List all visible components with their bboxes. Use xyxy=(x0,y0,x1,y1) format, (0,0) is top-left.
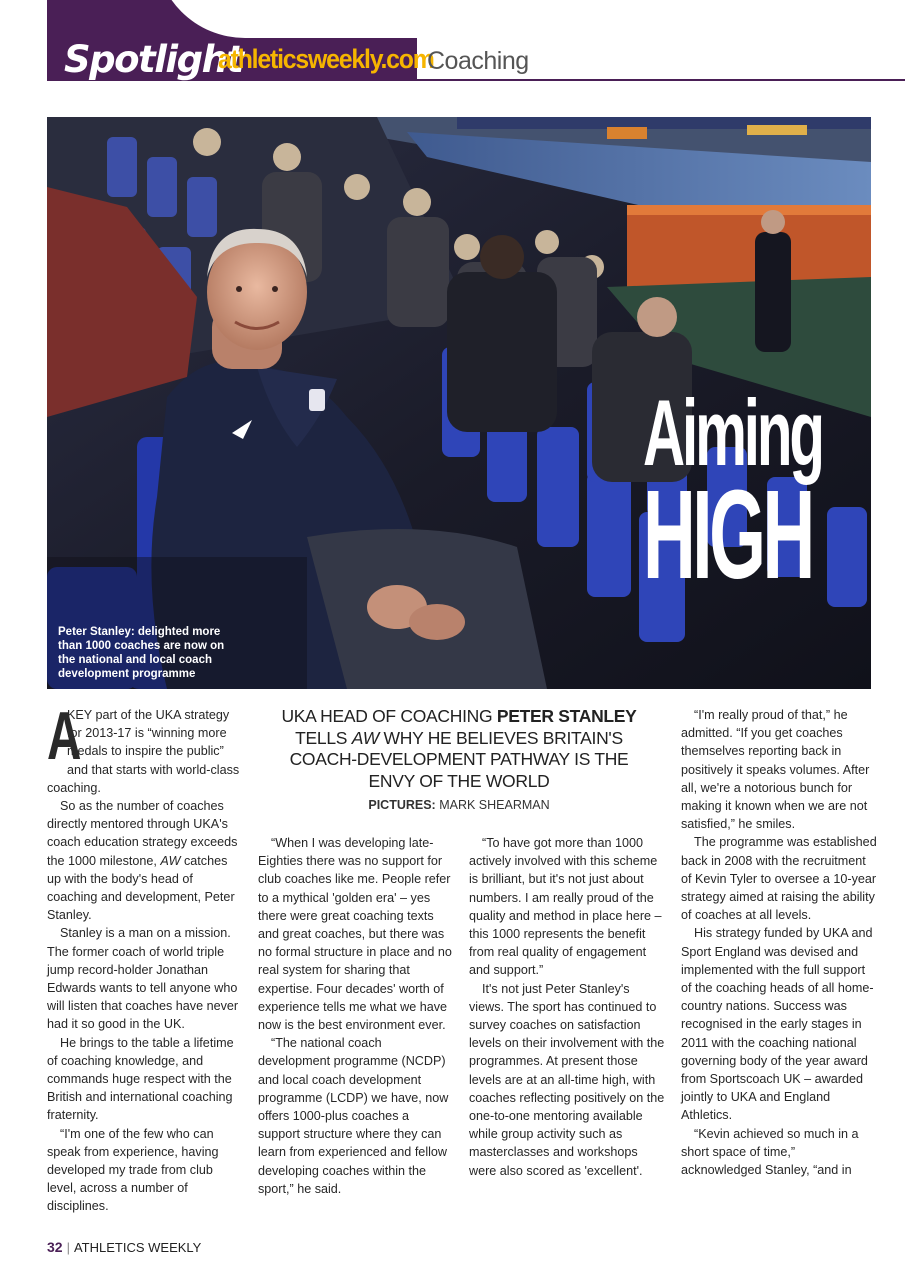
paragraph xyxy=(47,797,243,924)
standfirst-tells: TELLS xyxy=(295,727,352,748)
paragraph-text: KEY part of the UKA strategy for 2013-17 is “winning more medals to inspire the public” and that starts with world-class coaching. xyxy=(47,708,240,795)
picture-credit xyxy=(276,798,642,812)
paragraph: The programme was established back in 2008 with the recruitment of Kevin Tyler to oversee a 10-year strategy aimed at raising the ability of coaches at all levels. xyxy=(681,835,877,923)
paragraph: “When I was developing late-Eighties there was no support for club coaches like me. People refer to a mythical 'golden era' – yes there were great coaching texts and great coaches, but there was no formal structure in place and no real system for sharing that expertise. Four decades' worth of experience tells me what we have now is the best environment ever. xyxy=(258,836,452,1033)
standfirst xyxy=(276,706,642,792)
standfirst-name: PETER STANLEY xyxy=(496,706,637,726)
article-column-4 xyxy=(681,706,877,1179)
spotlight-label: Spotlight xyxy=(64,38,243,81)
paragraph: “The national coach development programme (NCDP) and local coach development programme (LCDP) we have, now offers 1000-plus coaches a support structure where they can learn from experienced and fellow developing coaches within the sport,” he said. xyxy=(258,1036,449,1196)
paragraph: Stanley is a man on a mission. The former coach of world triple jump record-holder Jonathan Edwards wants to tell anyone who will listen that coaches have never had it so good in the UK. xyxy=(47,926,239,1032)
article-headline xyxy=(643,380,868,605)
page-number: 32 xyxy=(47,1239,63,1255)
hero-photo xyxy=(47,117,871,689)
credit-label: PICTURES: xyxy=(368,798,436,812)
headline-line-2: HIGH xyxy=(643,464,812,605)
standfirst-prefix: UKA HEAD OF COACHING xyxy=(281,706,497,726)
paragraph: “To have got more than 1000 actively involved with this scheme is brilliant, but it's not just about numbers. I am really proud of the quality and method in place here – this 1000 represents the benefit from real quality of engagement and support.” xyxy=(469,836,662,978)
section-label: Coaching xyxy=(427,47,529,75)
publication-name: ATHLETICS WEEKLY xyxy=(73,1240,202,1255)
standfirst-rest: WHY HE BELIEVES BRITAIN'S COACH-DEVELOPMENT PATHWAY IS THE ENVY OF THE WORLD xyxy=(289,727,629,791)
paragraph: “I'm really proud of that,” he admitted. “If you get coaches themselves reporting back in positively it speaks volumes. After all, we're a notorious bunch for making it known when we are not satisfied,” he smiles. xyxy=(681,708,870,832)
paragraph-text: catches up with the body's head of coaching and development, Peter Stanley. xyxy=(47,853,235,923)
article-column-2 xyxy=(258,834,454,1198)
headline-line-1: Aiming xyxy=(643,380,822,485)
paragraph: “Kevin achieved so much in a short space of time,” acknowledged Stanley, “and in xyxy=(681,1126,859,1178)
paragraph: His strategy funded by UKA and Sport England was devised and implemented with the full support of the coaching heads of all home-country nations. Success was recognised in the early stages in 2011 with the coaching national governing body of the year award from Sportscoach UK – awarded jointly to UKA and England Athletics. xyxy=(681,926,874,1123)
paragraph-text: So as the number of coaches directly mentored through UKA's coach education strategy exceeds the 1000 milestone, xyxy=(47,799,238,868)
article-column-1 xyxy=(47,698,243,1216)
site-link[interactable]: athleticsweekly.com xyxy=(218,44,434,74)
photo-caption: Peter Stanley: delighted more than 1000 coaches are now on the national and local coach development programme xyxy=(58,626,225,680)
paragraph: It's not just Peter Stanley's views. The sport has continued to survey coaches on satisfaction levels on their involvement with the programmes. At present those levels are at an all-time high, with coaches reflecting positively on the one-to-one mentoring available while group activity such as masterclasses and workshops were also scored as 'excellent'. xyxy=(469,981,665,1178)
credit-name: MARK SHEARMAN xyxy=(435,798,550,812)
paragraph xyxy=(47,698,243,797)
paragraph-aw: AW xyxy=(160,853,181,868)
paragraph: “I'm one of the few who can speak from experience, having developed my trade from club level, across a number of disciplines. xyxy=(47,1126,219,1214)
article-column-3 xyxy=(469,834,665,1180)
standfirst-aw: AW xyxy=(351,727,379,748)
paragraph: He brings to the table a lifetime of coaching knowledge, and commands huge respect with the British and international coaching fraternity. xyxy=(47,1035,234,1123)
footer-separator: | xyxy=(66,1240,70,1255)
drop-cap: A xyxy=(47,698,82,774)
page-footer xyxy=(47,1239,201,1255)
